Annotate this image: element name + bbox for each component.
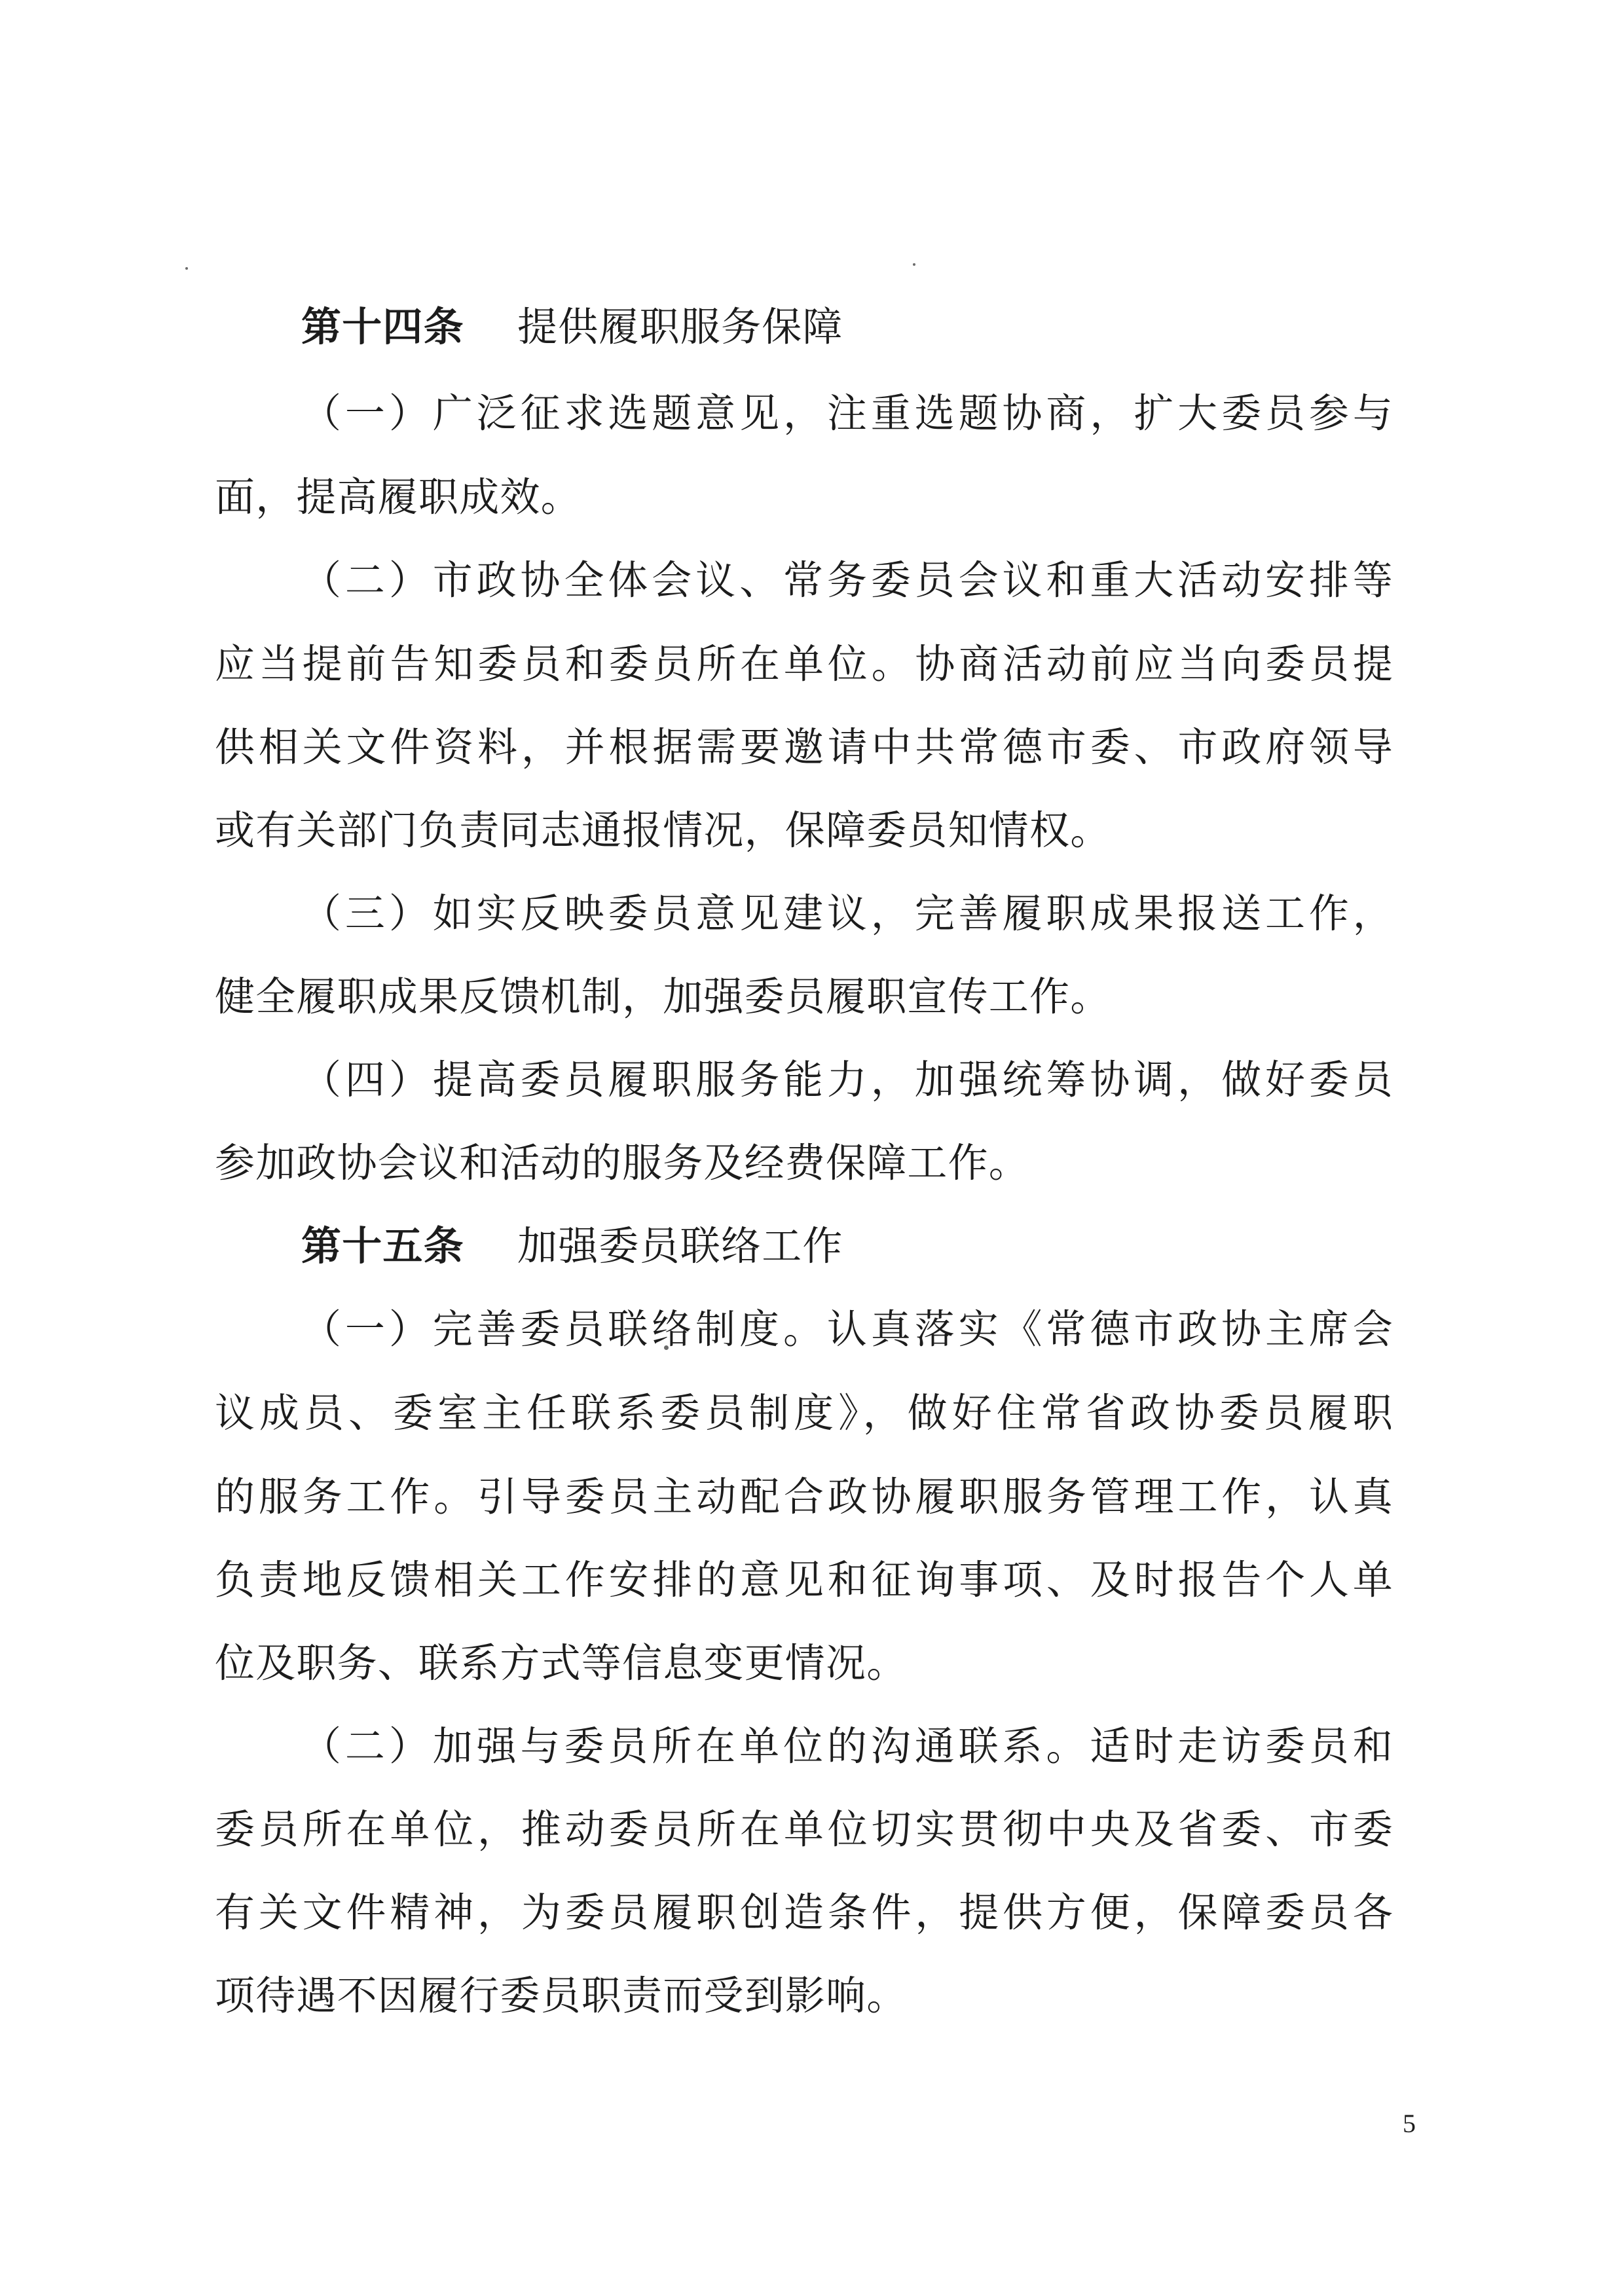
paragraph-line: 面，提高履职成效。 bbox=[215, 474, 581, 520]
paragraph-line: （四）提高委员履职服务能力，加强统筹协调，做好委员 bbox=[301, 1057, 1393, 1103]
paragraph-line: 委员所在单位，推动委员所在单位切实贯彻中央及省委、市委 bbox=[215, 1806, 1393, 1853]
article-heading: 第十五条 bbox=[301, 1223, 464, 1269]
page-number: 5 bbox=[1403, 2109, 1416, 2138]
scan-speck bbox=[185, 267, 188, 270]
paragraph-line: （一）广泛征求选题意见，注重选题协商，扩大委员参与 bbox=[301, 390, 1393, 437]
paragraph-line: 应当提前告知委员和委员所在单位。协商活动前应当向委员提 bbox=[215, 641, 1393, 687]
paragraph-line: （二）加强与委员所在单位的沟通联系。适时走访委员和 bbox=[301, 1723, 1393, 1770]
paragraph-line: 负责地反馈相关工作安排的意见和征询事项、及时报告个人单 bbox=[215, 1557, 1393, 1603]
paragraph-line: 健全履职成果反馈机制，加强委员履职宣传工作。 bbox=[215, 974, 1111, 1020]
article-title: 加强委员联络工作 bbox=[517, 1223, 843, 1269]
paragraph-line: 项待遇不因履行委员职责而受到影响。 bbox=[215, 1973, 908, 2019]
paragraph-line: （一）完善委员联络制度。认真落实《常德市政协主席会 bbox=[301, 1306, 1393, 1353]
paragraph-line: 议成员、委室主任联系委员制度》，做好住常省政协委员履职 bbox=[215, 1390, 1393, 1436]
paragraph-line: 有关文件精神，为委员履职创造条件，提供方便，保障委员各 bbox=[215, 1889, 1393, 1936]
paragraph-line: 供相关文件资料，并根据需要邀请中共常德市委、市政府领导 bbox=[215, 724, 1393, 771]
article-title: 提供履职服务保障 bbox=[517, 304, 843, 350]
scan-speck bbox=[913, 263, 915, 266]
paragraph-line: 位及职务、联系方式等信息变更情况。 bbox=[215, 1640, 908, 1686]
paragraph-line: 或有关部门负责同志通报情况，保障委员知情权。 bbox=[215, 807, 1111, 854]
paragraph-line: （二）市政协全体会议、常务委员会议和重大活动安排等 bbox=[301, 557, 1393, 604]
article-heading: 第十四条 bbox=[301, 304, 464, 350]
paragraph-line: 的服务工作。引导委员主动配合政协履职服务管理工作，认真 bbox=[215, 1474, 1393, 1520]
paragraph-line: （三）如实反映委员意见建议，完善履职成果报送工作， bbox=[301, 890, 1393, 937]
paragraph-line: 参加政协会议和活动的服务及经费保障工作。 bbox=[215, 1140, 1030, 1186]
